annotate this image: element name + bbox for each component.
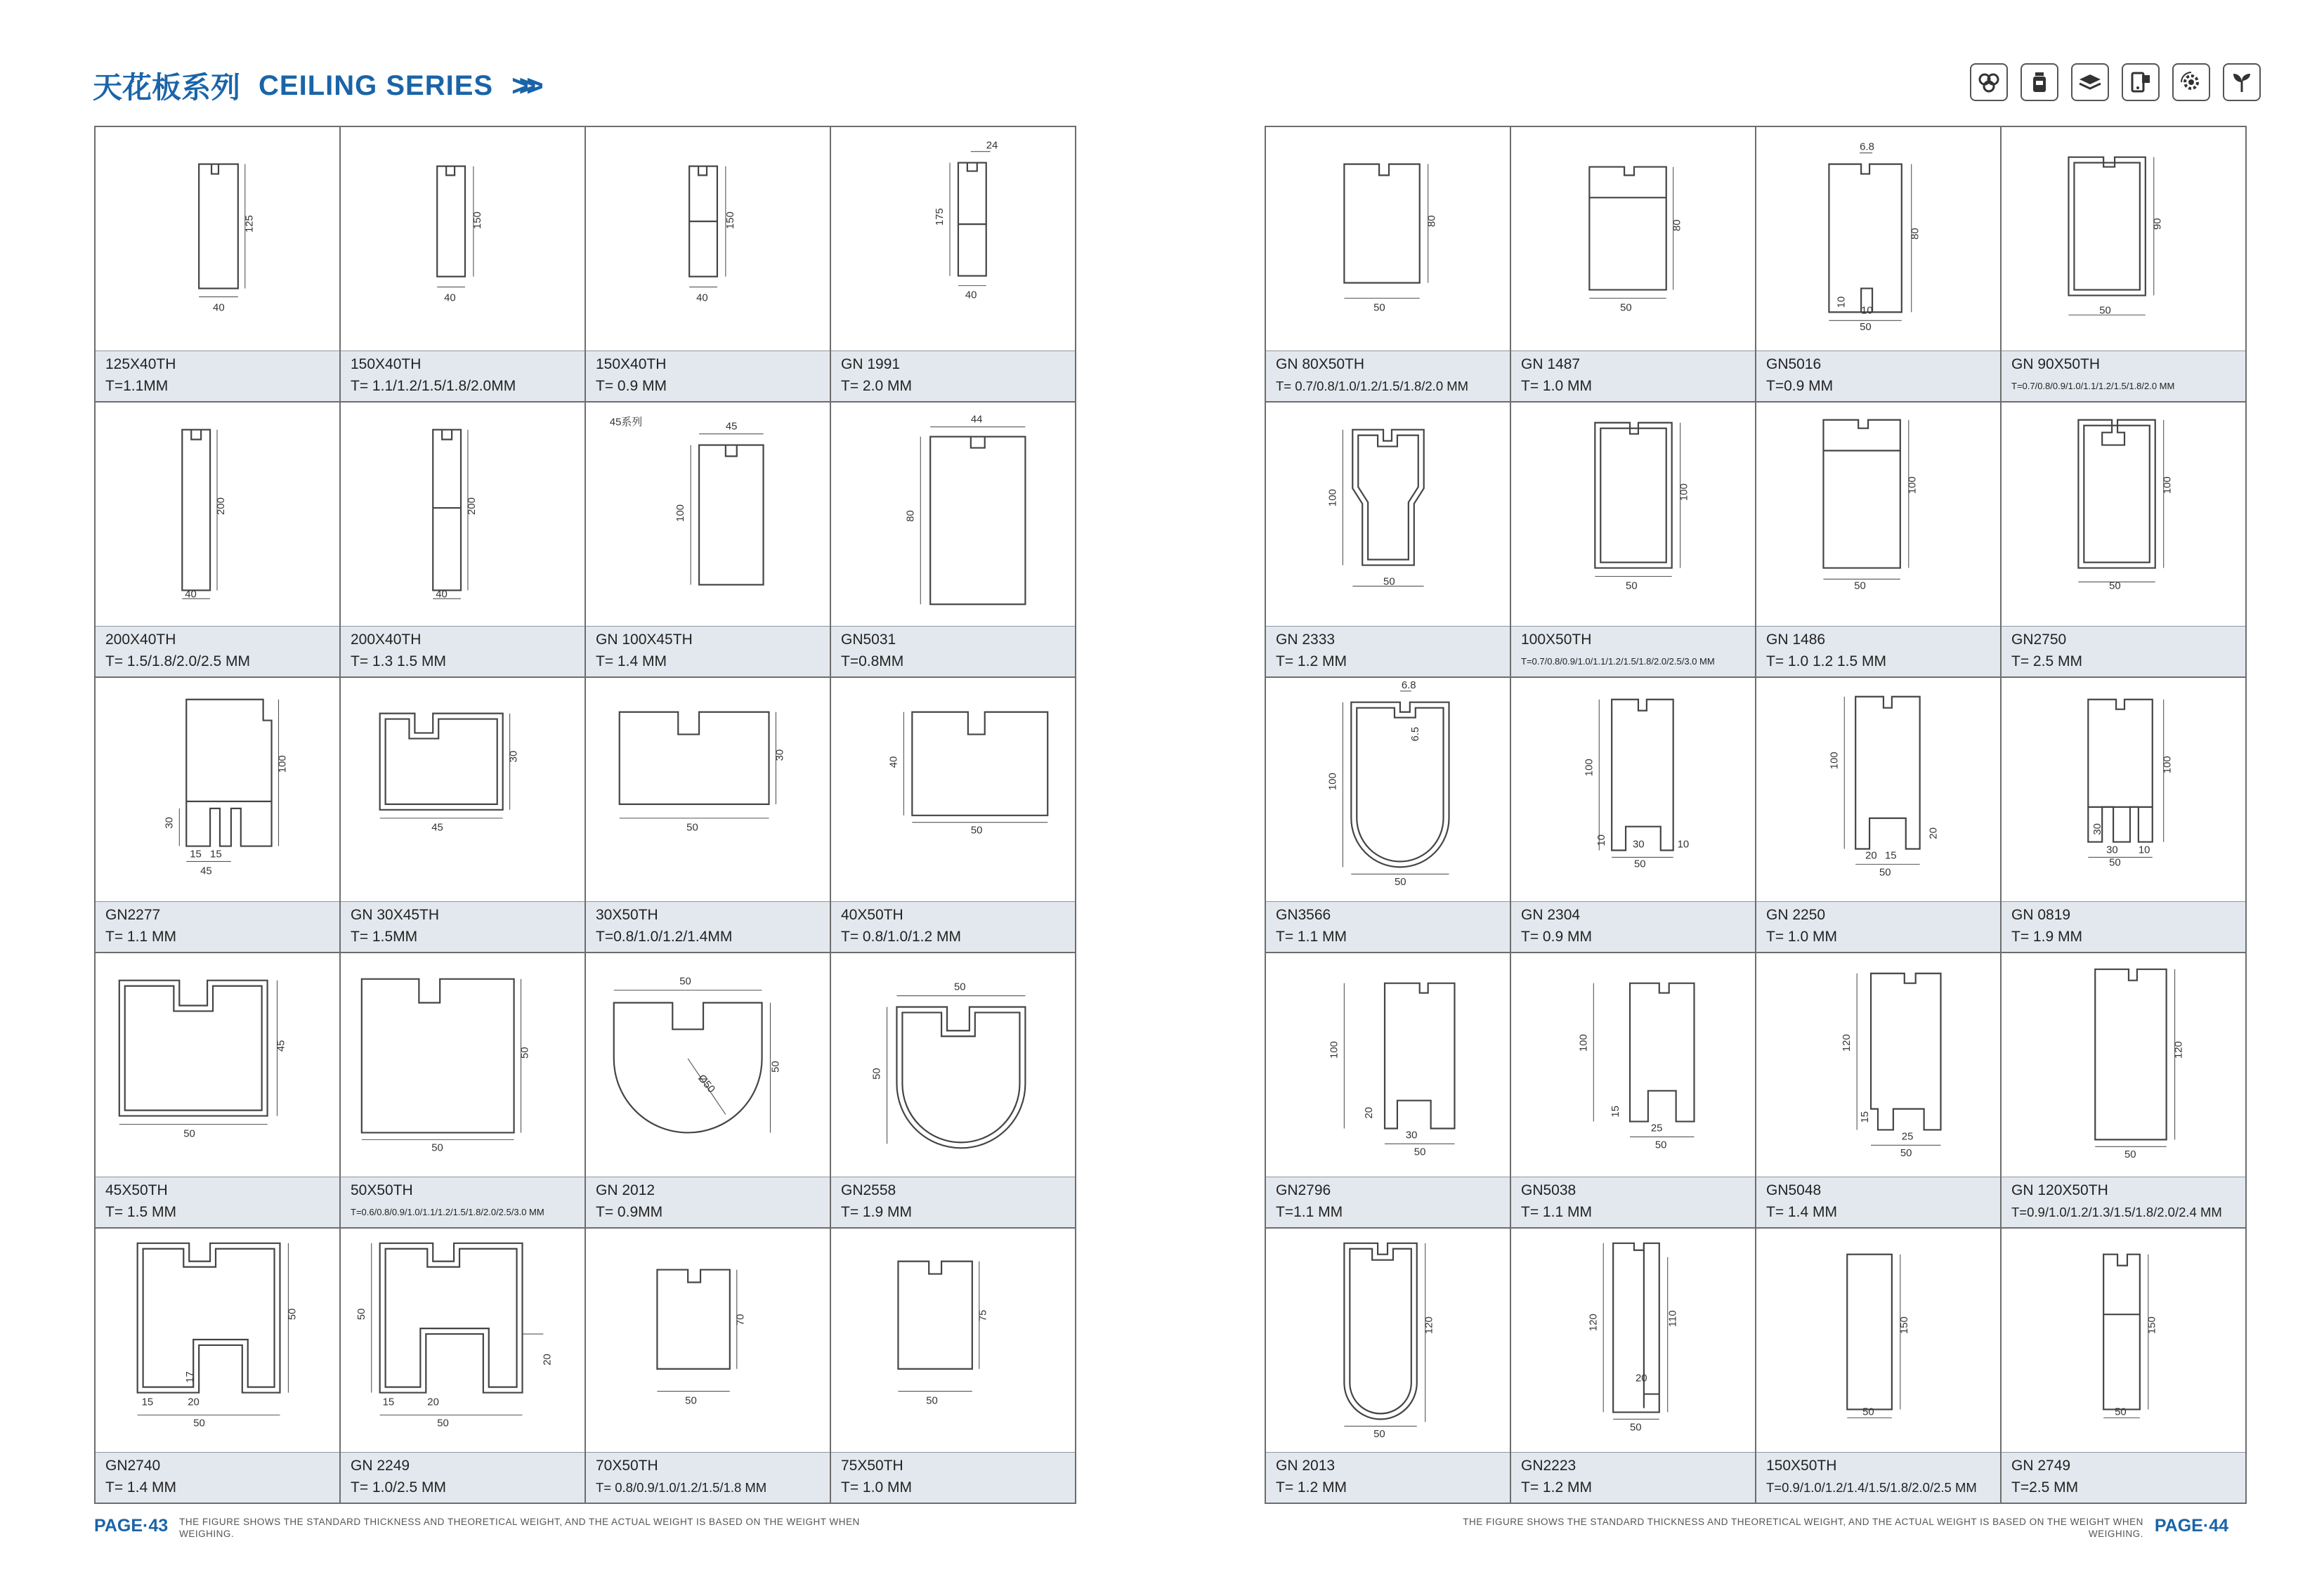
dimension-label: 50 (1626, 580, 1638, 592)
profile-drawing (831, 678, 1075, 901)
profile-name: 40X50TH (841, 907, 903, 923)
dimension-label: 24 (986, 140, 998, 152)
dimension-label: 80 (1910, 228, 1921, 240)
dimension-label: 20 (427, 1396, 439, 1408)
profile-name: 150X40TH (596, 356, 667, 372)
profile-drawing (2002, 678, 2245, 901)
dimension-label: 200 (466, 497, 478, 515)
profile-card (2002, 1229, 2247, 1504)
dimension-label: 20 (1865, 850, 1877, 862)
profile-name: 200X40TH (351, 632, 422, 648)
plant-growth-icon (2223, 63, 2261, 101)
profile-drawing (831, 953, 1075, 1177)
dimension-label: 70 (735, 1314, 747, 1326)
dimension-label: 120 (1841, 1034, 1853, 1052)
dimension-label: 50 (686, 822, 698, 834)
dimension-label: 15 (141, 1396, 154, 1408)
profile-name: GN 1486 (1766, 632, 1826, 648)
profile-name: 75X50TH (841, 1458, 903, 1474)
dimension-label: 50 (1414, 1146, 1426, 1158)
profile-name: GN2277 (105, 907, 161, 923)
footer-right (1413, 1516, 2228, 1540)
dimension-label: 30 (1405, 1130, 1418, 1141)
footer-left (94, 1516, 910, 1540)
profile-card (96, 1229, 341, 1504)
dimension-label: 20 (542, 1354, 554, 1366)
phone-device-icon (2122, 63, 2160, 101)
profile-drawing (2002, 127, 2245, 351)
dimension-label: 40 (436, 589, 448, 601)
dimension-label: 20 (1364, 1106, 1376, 1119)
dimension-label: 10 (1836, 296, 1848, 308)
profile-thickness: T=1.1MM (105, 378, 169, 394)
profile-drawing (586, 953, 830, 1177)
dimension-label: 80 (1426, 215, 1438, 228)
dimension-label: 50 (1394, 877, 1406, 889)
page-number: PAGE·44 (2154, 1516, 2228, 1536)
profile-thickness: T= 1.4 MM (1766, 1204, 1837, 1220)
dimension-label: 50 (437, 1418, 449, 1429)
dimension-label: 100 (1678, 483, 1690, 502)
dimension-label: 100 (2162, 476, 2174, 495)
profile-card (831, 127, 1076, 403)
profile-thickness: T=0.9/1.0/1.2/1.4/1.5/1.8/2.0/2.5 MM (1766, 1480, 1977, 1495)
dimension-label: 30 (774, 749, 786, 761)
page-header (93, 65, 534, 107)
profile-thickness: T= 1.3 1.5 MM (351, 653, 446, 669)
profile-name: GN 2749 (2011, 1458, 2071, 1474)
title-english: CEILING SERIES (259, 70, 494, 101)
profile-name: 70X50TH (596, 1458, 658, 1474)
profile-card (96, 953, 341, 1229)
profile-thickness: T= 1.1/1.2/1.5/1.8/2.0MM (351, 378, 516, 394)
profile-drawing (586, 678, 830, 901)
recycle-icon (1970, 63, 2008, 101)
profile-drawing (341, 678, 585, 901)
dimension-label: 25 (1650, 1123, 1663, 1134)
profile-card (1756, 127, 2002, 403)
profile-name: 200X40TH (105, 632, 176, 648)
dimension-label: 50 (287, 1308, 299, 1321)
profile-card (96, 127, 341, 403)
dimension-label: 90 (2152, 218, 2164, 230)
profile-name: GN 1487 (1521, 356, 1581, 372)
material-layers-icon (2071, 63, 2109, 101)
dimension-label: 50 (1620, 302, 1632, 314)
weight-note: THE FIGURE SHOWS THE STANDARD THICKNESS AND THEORETICAL WEIGHT, AND THE ACTUAL WEIGHT IS BASED ON THE WEIGHT WHEN WEIGHING. (1463, 1517, 2143, 1539)
profile-card (1511, 127, 1756, 403)
dimension-label: 150 (1898, 1316, 1910, 1335)
dimension-label: 20 (188, 1396, 200, 1408)
profile-name: GN2740 (105, 1458, 161, 1474)
gear-cycle-icon (2172, 63, 2210, 101)
profile-card (1756, 953, 2002, 1229)
profile-card (1511, 953, 1756, 1229)
dimension-label: 100 (1584, 759, 1595, 777)
profile-thickness: T= 1.2 MM (1276, 1479, 1347, 1496)
dimension-label: 100 (1327, 489, 1339, 507)
profile-card (2002, 953, 2247, 1229)
dimension-label: 50 (1633, 858, 1646, 870)
profile-name: GN 2012 (596, 1182, 655, 1198)
profile-drawing (586, 127, 830, 351)
profile-name: 50X50TH (351, 1182, 413, 1198)
dimension-label: 20 (1635, 1373, 1647, 1385)
profile-card (831, 403, 1076, 678)
dimension-label: 50 (953, 981, 966, 993)
profile-name: GN 100X45TH (596, 632, 693, 648)
profile-name: GN 2250 (1766, 907, 1826, 923)
profile-card (586, 127, 831, 403)
profile-card (831, 678, 1076, 953)
profile-card (586, 953, 831, 1229)
dimension-label: 30 (508, 750, 520, 763)
dimension-label: 120 (1423, 1316, 1435, 1335)
profile-drawing (1266, 127, 1510, 351)
profile-name: GN 80X50TH (1276, 356, 1365, 372)
dimension-label: 15 (1884, 850, 1897, 862)
dimension-label: 50 (1854, 580, 1866, 592)
profile-card (341, 403, 586, 678)
dimension-label: 120 (1588, 1314, 1600, 1332)
dimension-label: 50 (1383, 576, 1395, 588)
profile-card (1756, 678, 2002, 953)
dimension-label: 40 (185, 589, 197, 601)
profile-drawing (1266, 953, 1510, 1177)
profile-drawing (96, 403, 339, 626)
dimension-label: 125 (244, 215, 256, 233)
profile-thickness: T= 0.9 MM (596, 378, 667, 394)
profile-drawing (2002, 953, 2245, 1177)
dimension-label: 50 (970, 825, 983, 837)
dimension-label: 30 (1633, 839, 1645, 851)
dimension-label: 80 (905, 510, 917, 522)
profile-card (586, 403, 831, 678)
dimension-label: 50 (2109, 580, 2121, 592)
profile-card (1756, 403, 2002, 678)
profile-thickness: T= 1.5 MM (105, 1204, 176, 1220)
profile-name: GN 1991 (841, 356, 901, 372)
profile-thickness: T= 0.8/1.0/1.2 MM (841, 929, 961, 945)
profile-drawing (1511, 403, 1755, 626)
dimension-label: 15 (382, 1396, 395, 1408)
profile-thickness: T= 1.0 MM (1766, 929, 1837, 945)
profile-thickness: T=0.9 MM (1766, 378, 1834, 394)
dimension-label: 6.8 (1860, 141, 1874, 153)
profile-thickness: T=2.5 MM (2011, 1479, 2079, 1496)
dimension-label: 100 (1907, 476, 1919, 495)
profile-name: GN5048 (1766, 1182, 1822, 1198)
profile-thickness: T=0.7/0.8/0.9/1.0/1.1/1.2/1.5/1.8/2.0 MM (2011, 381, 2175, 391)
dimension-label: 50 (1630, 1422, 1642, 1434)
profile-thickness: T= 1.1 MM (1276, 929, 1347, 945)
profile-thickness: T=0.7/0.8/0.9/1.0/1.1/1.2/1.5/1.8/2.0/2.5/3.0 MM (1521, 656, 1715, 667)
dimension-label: 10 (1861, 305, 1873, 317)
left-profile-grid (94, 126, 1076, 1504)
profile-drawing (1756, 953, 2000, 1177)
profile-thickness: T=0.9/1.0/1.2/1.3/1.5/1.8/2.0/2.4 MM (2011, 1205, 2222, 1219)
profile-thickness: T=0.8/1.0/1.2/1.4MM (596, 929, 733, 945)
profile-card (1266, 403, 1511, 678)
dimension-label: 45 (200, 865, 212, 877)
dimension-label: 50 (1373, 1429, 1385, 1441)
dimension-label: 30 (164, 817, 176, 829)
profile-drawing (341, 953, 585, 1177)
profile-drawing (831, 127, 1075, 351)
dimension-label: 100 (2162, 756, 2174, 774)
profile-drawing (2002, 1229, 2245, 1452)
profile-thickness: T= 1.1 MM (105, 929, 176, 945)
profile-card (96, 403, 341, 678)
profile-thickness: T=1.1 MM (1276, 1204, 1343, 1220)
profile-thickness: T=0.8MM (841, 653, 904, 669)
right-profile-grid (1265, 126, 2247, 1504)
dimension-label: Ø50 (696, 1073, 717, 1096)
profile-name: GN2558 (841, 1182, 896, 1198)
dimension-label: 30 (2106, 844, 2118, 856)
dimension-label: 100 (1329, 1041, 1340, 1059)
profile-thickness: T= 1.9 MM (2011, 929, 2082, 945)
dimension-label: 110 (1667, 1310, 1679, 1328)
profile-name: GN 30X45TH (351, 907, 440, 923)
profile-card (341, 953, 586, 1229)
dimension-label: 75 (977, 1309, 989, 1322)
profile-drawing (1511, 1229, 1755, 1452)
dimension-label: 45 (431, 822, 443, 834)
profile-thickness: T= 2.0 MM (841, 378, 912, 394)
dimension-label: 100 (675, 504, 687, 522)
profile-thickness: T= 0.9MM (596, 1204, 663, 1220)
dimension-label: 50 (519, 1047, 531, 1059)
profile-drawing (341, 403, 585, 626)
profile-drawing (1756, 127, 2000, 351)
profile-card (1511, 1229, 1756, 1504)
dimension-label: 50 (2109, 857, 2121, 869)
dimension-label: 50 (1862, 1406, 1874, 1418)
dimension-label: 100 (1829, 752, 1841, 770)
dimension-label: 50 (926, 1395, 938, 1407)
profile-name: 100X50TH (1521, 632, 1592, 648)
profile-card (2002, 127, 2247, 403)
profile-name: GN 2249 (351, 1458, 410, 1474)
profile-name: 150X50TH (1766, 1458, 1837, 1474)
profile-drawing (1756, 403, 2000, 626)
profile-name: GN3566 (1276, 907, 1331, 923)
profile-name: GN 0819 (2011, 907, 2071, 923)
profile-thickness: T= 1.5MM (351, 929, 418, 945)
dimension-label: 175 (934, 208, 946, 226)
profile-card (1266, 953, 1511, 1229)
bottle-icon (2021, 63, 2058, 101)
profile-name: GN2796 (1276, 1182, 1331, 1198)
dimension-label: 50 (2099, 305, 2111, 317)
profile-card (586, 1229, 831, 1504)
profile-card (2002, 403, 2247, 678)
dimension-label: 150 (724, 211, 736, 230)
profile-drawing (1266, 403, 1510, 626)
profile-name: 30X50TH (596, 907, 658, 923)
profile-drawing (1266, 678, 1510, 901)
profile-thickness: T= 1.2 MM (1276, 653, 1347, 669)
profile-card (831, 953, 1076, 1229)
dimension-label: 17 (185, 1371, 197, 1383)
profile-name: 45X50TH (105, 1182, 168, 1198)
profile-thickness: T= 1.0 MM (1521, 378, 1592, 394)
dimension-label: 50 (355, 1308, 367, 1321)
dimension-label: 6.8 (1401, 679, 1416, 691)
dimension-label: 50 (685, 1395, 697, 1407)
profile-drawing (586, 403, 830, 626)
dimension-label: 10 (1596, 834, 1608, 846)
series-label: 45系列 (609, 417, 643, 428)
dimension-label: 50 (183, 1128, 195, 1140)
profile-thickness: T= 1.2 MM (1521, 1479, 1592, 1496)
dimension-label: 40 (965, 289, 977, 301)
profile-drawing (96, 678, 339, 901)
profile-thickness: T= 1.1 MM (1521, 1204, 1592, 1220)
weight-note: THE FIGURE SHOWS THE STANDARD THICKNESS AND THEORETICAL WEIGHT, AND THE ACTUAL WEIGHT IS BASED ON THE WEIGHT WHEN WEIGHING. (179, 1517, 860, 1539)
dimension-label: 40 (696, 292, 708, 304)
profile-name: GN 2013 (1276, 1458, 1336, 1474)
dimension-label: 15 (1860, 1111, 1872, 1123)
profile-card (586, 678, 831, 953)
double-chevron-right-icon: >>> (511, 69, 534, 102)
profile-drawing (341, 127, 585, 351)
dimension-label: 15 (190, 849, 202, 861)
profile-name: GN2223 (1521, 1458, 1576, 1474)
profile-thickness: T= 0.8/0.9/1.0/1.2/1.5/1.8 MM (596, 1480, 767, 1495)
dimension-label: 50 (1654, 1139, 1667, 1151)
dimension-label: 10 (2138, 844, 2150, 856)
dimension-label: 50 (679, 976, 691, 988)
profile-drawing (1511, 953, 1755, 1177)
dimension-label: 50 (770, 1061, 782, 1073)
profile-name: GN5031 (841, 632, 896, 648)
dimension-label: 45 (275, 1040, 287, 1052)
profile-drawing (341, 1229, 585, 1452)
profile-card (2002, 678, 2247, 953)
dimension-label: 6.5 (1409, 726, 1421, 742)
dimension-label: 40 (213, 302, 225, 314)
dimension-label: 100 (1578, 1034, 1590, 1052)
dimension-label: 50 (2124, 1149, 2136, 1161)
dimension-label: 15 (210, 849, 222, 861)
dimension-label: 50 (2115, 1406, 2127, 1418)
profile-drawing (96, 953, 339, 1177)
dimension-label: 30 (2092, 823, 2104, 835)
profile-name: GN5016 (1766, 356, 1822, 372)
profile-card (1511, 403, 1756, 678)
profile-card (341, 127, 586, 403)
profile-thickness: T= 0.9 MM (1521, 929, 1592, 945)
profile-drawing (831, 403, 1075, 626)
dimension-label: 10 (1677, 839, 1690, 851)
profile-name: GN 120X50TH (2011, 1182, 2108, 1198)
profile-thickness: T= 1.0/2.5 MM (351, 1479, 446, 1496)
dimension-label: 45 (725, 421, 738, 433)
profile-name: GN 90X50TH (2011, 356, 2101, 372)
profile-name: GN2750 (2011, 632, 2067, 648)
profile-drawing (96, 1229, 339, 1452)
profile-drawing (831, 1229, 1075, 1452)
profile-card (831, 1229, 1076, 1504)
profile-drawing (1756, 1229, 2000, 1452)
dimension-label: 150 (471, 211, 483, 230)
dimension-label: 120 (2173, 1041, 2185, 1059)
dimension-label: 50 (1879, 867, 1891, 879)
feature-icons (1970, 63, 2261, 101)
profile-card (1266, 127, 1511, 403)
profile-card (341, 1229, 586, 1504)
profile-thickness: T= 2.5 MM (2011, 653, 2082, 669)
profile-name: GN 2333 (1276, 632, 1336, 648)
profile-drawing (2002, 403, 2245, 626)
profile-thickness: T= 1.0 MM (841, 1479, 912, 1496)
profile-card (1756, 1229, 2002, 1504)
dimension-label: 40 (444, 292, 456, 304)
profile-thickness: T= 1.9 MM (841, 1204, 912, 1220)
profile-drawing (96, 127, 339, 351)
dimension-label: 50 (1860, 322, 1872, 334)
dimension-label: 100 (277, 755, 289, 773)
dimension-label: 200 (215, 497, 227, 515)
profile-thickness: T=0.6/0.8/0.9/1.0/1.1/1.2/1.5/1.8/2.0/2.5/3.0 MM (351, 1207, 544, 1217)
profile-card (96, 678, 341, 953)
dimension-label: 80 (1671, 219, 1683, 232)
profile-name: 125X40TH (105, 356, 176, 372)
profile-drawing (1511, 678, 1755, 901)
dimension-label: 150 (2146, 1316, 2158, 1335)
dimension-label: 50 (193, 1418, 205, 1429)
profile-thickness: T= 1.4 MM (105, 1479, 176, 1496)
dimension-label: 50 (1900, 1148, 1912, 1160)
profile-name: GN 2304 (1521, 907, 1581, 923)
dimension-label: 100 (1327, 773, 1339, 790)
dimension-label: 20 (1928, 827, 1940, 839)
dimension-label: 25 (1901, 1131, 1914, 1143)
title-chinese: 天花板系列 (93, 71, 241, 104)
profile-card (1266, 678, 1511, 953)
profile-thickness: T= 1.0 1.2 1.5 MM (1766, 653, 1886, 669)
dimension-label: 50 (871, 1068, 883, 1080)
profile-name: 150X40TH (351, 356, 422, 372)
profile-thickness: T= 1.4 MM (596, 653, 667, 669)
profile-card (341, 678, 586, 953)
dimension-label: 50 (1373, 302, 1385, 314)
profile-thickness: T= 1.5/1.8/2.0/2.5 MM (105, 653, 251, 669)
profile-thickness: T= 0.7/0.8/1.0/1.2/1.5/1.8/2.0 MM (1276, 379, 1469, 393)
profile-drawing (1266, 1229, 1510, 1452)
profile-drawing (586, 1229, 830, 1452)
dimension-label: 44 (970, 414, 983, 426)
dimension-label: 15 (1610, 1105, 1622, 1118)
dimension-label: 40 (888, 756, 900, 768)
dimension-label: 50 (431, 1142, 443, 1154)
profile-card (1266, 1229, 1511, 1504)
profile-name: GN5038 (1521, 1182, 1576, 1198)
page-number: PAGE·43 (94, 1516, 169, 1536)
profile-card (1511, 678, 1756, 953)
profile-drawing (1756, 678, 2000, 901)
profile-drawing (1511, 127, 1755, 351)
